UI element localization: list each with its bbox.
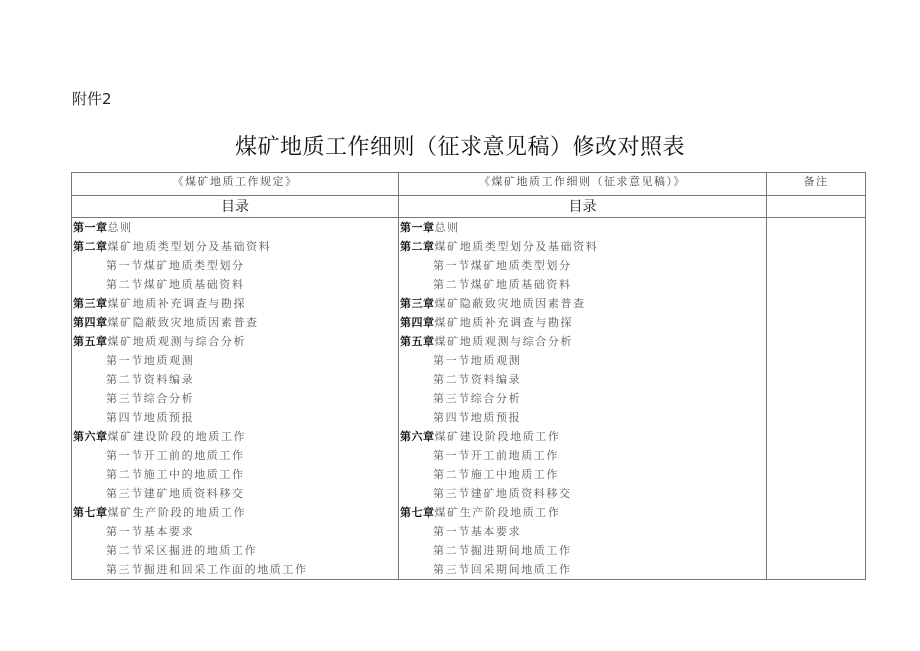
toc-chapter [399,294,766,313]
chapter-title: 煤矿地质类型划分及基础资料 [107,240,272,253]
chapter-number: 第七章 [400,506,435,519]
remarks-cell [767,218,866,580]
toc-section: 第二节资料编录 [106,373,195,386]
toc-section: 第二节施工中的地质工作 [106,468,245,481]
toc-chapter [72,313,398,332]
chapter-title: 煤矿建设阶段地质工作 [434,430,561,443]
header-old-regulation: 《煤矿地质工作规定》 [72,173,399,196]
toc-chapter [399,218,766,237]
document-title: 煤矿地质工作细则（征求意见稿）修改对照表 [234,135,685,160]
toc-section: 第一节开工前的地质工作 [106,449,245,462]
toc-section: 第二节煤矿地质基础资料 [106,278,245,291]
chapter-number: 第一章 [73,221,108,234]
chapter-title: 煤矿地质观测与综合分析 [434,335,574,348]
toc-row [72,196,866,218]
chapter-number: 第六章 [400,430,435,443]
toc-section: 第三节建矿地质资料移交 [433,487,572,500]
chapter-number: 第四章 [73,316,108,329]
toc-section: 第二节施工中地质工作 [433,468,559,481]
toc-section: 第三节综合分析 [106,392,195,405]
toc-section: 第二节煤矿地质基础资料 [433,278,572,291]
old-toc-list [72,218,399,580]
chapter-number: 第五章 [73,335,108,348]
toc-chapter [399,427,766,446]
toc-section: 第四节地质预报 [106,411,195,424]
comparison-table [71,172,866,580]
chapter-number: 第一章 [400,221,435,234]
chapter-title: 煤矿隐蔽致灾地质因素普查 [434,297,586,310]
toc-section: 第三节掘进和回采工作面的地质工作 [106,563,308,576]
toc-section: 第三节回采期间地质工作 [433,563,572,576]
toc-remarks-cell [767,196,866,218]
header-new-draft: 《煤矿地质工作细则（征求意见稿）》 [399,173,767,196]
toc-chapter [72,237,398,256]
toc-chapter [72,427,398,446]
toc-section: 第一节地质观测 [433,354,522,367]
toc-section: 第一节煤矿地质类型划分 [106,259,245,272]
toc-section: 第一节基本要求 [106,525,195,538]
toc-content-row [72,218,866,580]
chapter-title: 煤矿生产阶段的地质工作 [107,506,247,519]
toc-section: 第二节资料编录 [433,373,522,386]
toc-chapter [399,332,766,351]
toc-chapter [72,503,398,522]
chapter-title: 煤矿生产阶段地质工作 [434,506,561,519]
chapter-title: 煤矿地质类型划分及基础资料 [434,240,599,253]
header-row [72,173,866,196]
toc-section: 第二节采区掘进的地质工作 [106,544,258,557]
toc-chapter [72,332,398,351]
toc-section: 第二节掘进期间地质工作 [433,544,572,557]
chapter-number: 第三章 [400,297,435,310]
toc-section: 第一节基本要求 [433,525,522,538]
chapter-title: 煤矿地质观测与综合分析 [107,335,247,348]
toc-chapter [72,218,398,237]
toc-label-right: 目录 [399,196,767,218]
chapter-title: 煤矿隐蔽致灾地质因素普查 [107,316,259,329]
new-toc-list [399,218,767,580]
toc-chapter [399,313,766,332]
chapter-title: 煤矿建设阶段的地质工作 [107,430,247,443]
chapter-number: 第五章 [400,335,435,348]
toc-label-left: 目录 [72,196,399,218]
toc-chapter [72,294,398,313]
toc-section: 第一节开工前地质工作 [433,449,559,462]
chapter-title: 煤矿地质补充调查与勘探 [107,297,247,310]
chapter-title: 煤矿地质补充调查与勘探 [434,316,574,329]
header-remarks: 备注 [767,173,866,196]
chapter-number: 第四章 [400,316,435,329]
toc-chapter [399,237,766,256]
chapter-number: 第六章 [73,430,108,443]
toc-section: 第三节综合分析 [433,392,522,405]
chapter-number: 第二章 [73,240,108,253]
toc-section: 第四节地质预报 [433,411,522,424]
toc-section: 第一节煤矿地质类型划分 [433,259,572,272]
chapter-number: 第三章 [73,297,108,310]
toc-chapter [399,503,766,522]
chapter-number: 第二章 [400,240,435,253]
attachment-label: 附件2 [72,90,112,108]
chapter-title: 总则 [107,221,133,234]
chapter-title: 总则 [434,221,460,234]
toc-section: 第一节地质观测 [106,354,195,367]
toc-section: 第三节建矿地质资料移交 [106,487,245,500]
chapter-number: 第七章 [73,506,108,519]
